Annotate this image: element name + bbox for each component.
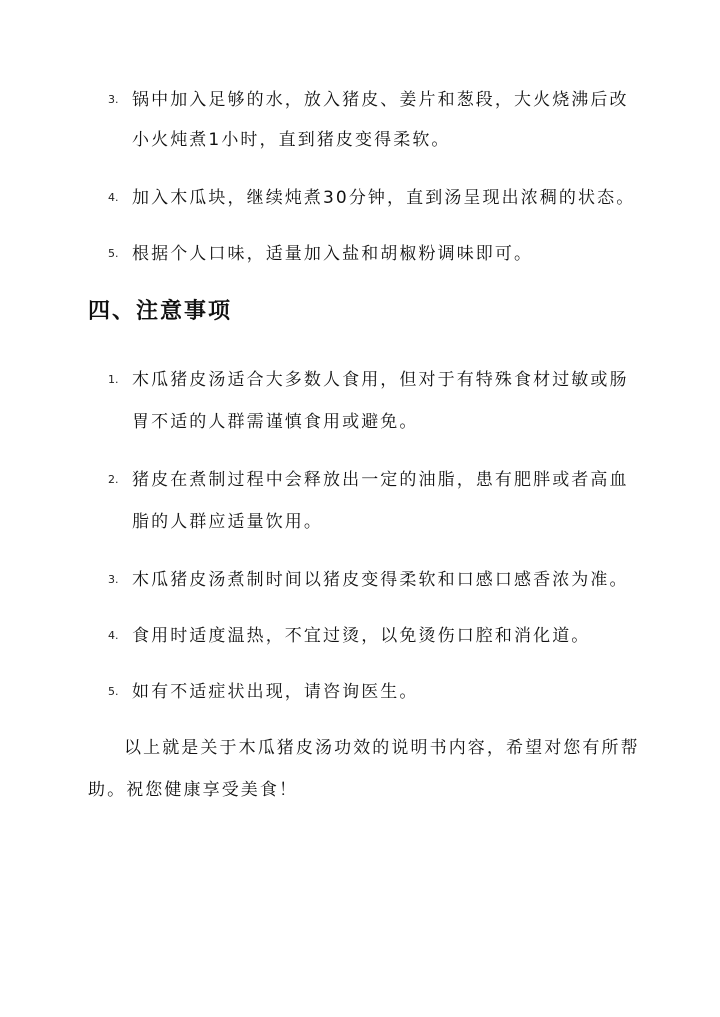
list-item-text: 锅中加入足够的水，放入猪皮、姜片和葱段，大火烧沸后改 [132,90,629,110]
list-item-text: 木瓜猪皮汤适合大多数人食用，但对于有特殊食材过敏或肠 [132,370,629,390]
list-item-number: 4. [108,629,119,642]
list-item-number: 3. [108,93,119,106]
list-item-text-continued: 胃不适的人群需谨慎食用或避免。 [132,412,419,432]
closing-paragraph-line: 助。祝您健康享受美食！ [88,780,299,800]
list-item-number: 5. [108,247,119,260]
list-item-text: 如有不适症状出现，请咨询医生。 [132,682,419,702]
list-item-text-continued: 脂的人群应适量饮用。 [132,512,323,532]
list-item-number: 1. [108,373,119,386]
list-item-number: 3. [108,573,119,586]
closing-paragraph-line: 以上就是关于木瓜猪皮汤功效的说明书内容，希望对您有所帮 [124,738,640,758]
list-item-text: 木瓜猪皮汤煮制时间以猪皮变得柔软和口感口感香浓为准。 [132,570,629,590]
list-item-number: 2. [108,473,119,486]
list-item-text: 根据个人口味，适量加入盐和胡椒粉调味即可。 [132,244,534,264]
list-item-text: 猪皮在煮制过程中会释放出一定的油脂，患有肥胖或者高血 [132,470,629,490]
list-item-text: 加入木瓜块，继续炖煮30分钟，直到汤呈现出浓稠的状态。 [132,188,636,208]
section-heading: 四、注意事项 [88,299,233,324]
list-item-text-continued: 小火炖煮1小时，直到猪皮变得柔软。 [132,130,451,150]
list-item-text: 食用时适度温热，不宜过烫，以免烫伤口腔和消化道。 [132,626,591,646]
list-item-number: 5. [108,685,119,698]
list-item-number: 4. [108,191,119,204]
